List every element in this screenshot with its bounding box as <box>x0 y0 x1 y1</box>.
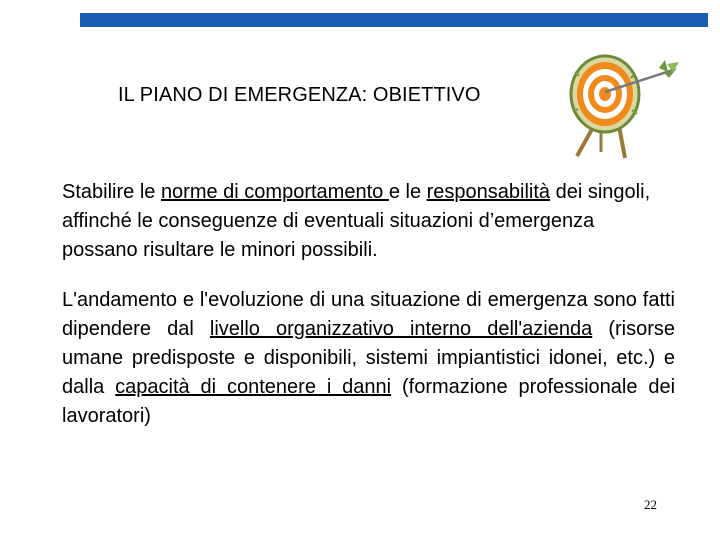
underlined-term-livello-organizzativo: livello organizzativo interno dell'azienda <box>209 318 593 340</box>
text-fragment: e le <box>388 181 427 203</box>
text-fragment: L'andamento e l'evoluzione di una situazione di emergenza sono fatti dipendere dal <box>62 289 675 340</box>
top-accent-bar <box>80 13 708 27</box>
page-number: 22 <box>644 497 657 512</box>
underlined-term-responsabilita: responsabilità <box>426 181 551 203</box>
text-fragment: (formazione professionale dei lavoratori) <box>62 376 676 427</box>
text-fragment: dei singoli, affinché le conseguenze di eventuali situazioni d’emergenza possano risultare le minori possibili. <box>62 181 651 261</box>
text-fragment: (risorse umane predisposte e disponibili, sistemi impiantistici idonei, etc.) e dalla <box>62 318 675 398</box>
archery-target-with-arrow-icon <box>555 52 685 162</box>
text-fragment: Stabilire le <box>62 181 161 203</box>
emergency-evolution-paragraph <box>62 286 675 431</box>
slide-title: IL PIANO DI EMERGENZA: OBIETTIVO <box>118 84 481 106</box>
underlined-term-norme: norme di comportamento <box>160 181 389 203</box>
underlined-term-capacita: capacità di contenere i danni <box>115 376 392 398</box>
objective-paragraph <box>62 178 675 265</box>
